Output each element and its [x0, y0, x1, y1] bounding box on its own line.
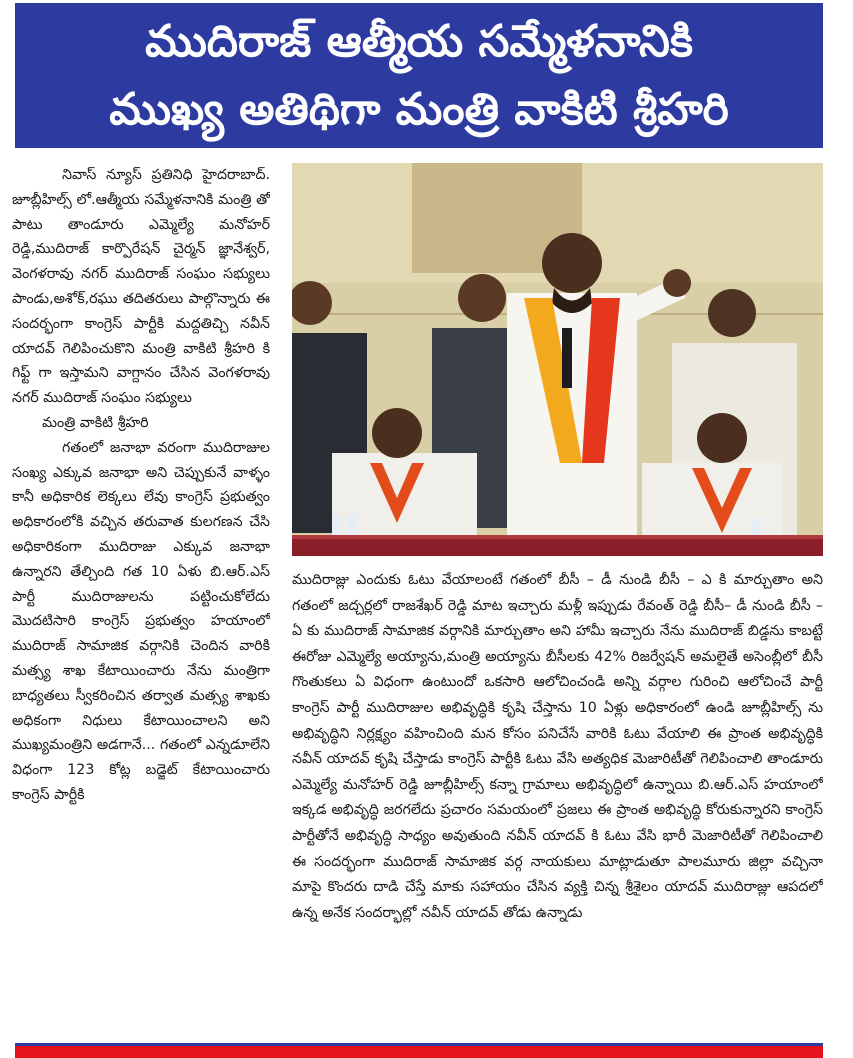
right-column — [292, 568, 823, 1033]
left-column — [12, 163, 270, 1033]
news-photo — [292, 163, 823, 556]
headline-line-2: ముఖ్య అతిథిగా మంత్రి వాకిటి శ్రీహరి — [109, 83, 729, 135]
article-right-body: ముదిరాజ్లు ఎందుకు ఓటు వేయాలంటే గతంలో బీసీ – డీ నుండి బీసీ – ఎ కి మార్చుతాం అని గతంలో జద్చర్లలో రాజశేఖర్ రెడ్డి మాట ఇచ్చారు మళ్లీ ఇప్పుడు రేవంత్ రెడ్డి బీసీ– డీ నుండి బీసీ – ఏ కు ముదిరాజ్ సామాజిక వర్గానికి మార్చుతాం అని హామీ ఇచ్చారు నేను ముదిరాజ్ బిడ్డను కాబట్టే ఈరోజు ఎమ్మెల్యే అయ్యాను,మంత్రి అయ్యాను బీసీలకు 42% రిజర్వేషన్ అమలైతే అసెంబ్లీలో బీసీ గొంతుకలు ఏ విధంగా ఉంటుందో ఒకసారి ఆలోచించండి అన్ని వర్గాల గురించి ఆలోచించే పార్టీ కాంగ్రెస్ పార్టీ ముదిరాజుల అభివృద్ధికి కృషి చేస్తాను 10 ఏళ్లు అధికారంలో ఉండి జూబ్లీహిల్స్ ను అభివృద్ధిని నిర్లక్ష్యం వహించింది మన కోసం పనిచేసే వారికి ఓటు వేయాలి ఈ ప్రాంత అభివృద్ధికి నవీన్ యాదవ్ కృషి చేస్తాడు కాంగ్రెస్ పార్టీకి ఓటు వేసి అత్యధిక మెజారిటీతో గెలిపించాలి తాండూరు ఎమ్మెల్యే మనోహర్ రెడ్డి జూబ్లీహిల్స్ కన్నా గ్రామాలు అభివృద్ధిలో ఉన్నాయి బి.ఆర్.ఎస్ హయాంలో ఇక్కడ అభివృద్ధి జరగలేదు ప్రచారం సమయంలో ప్రజలు ఈ ప్రాంత అభివృద్ధి కోరుకున్నారని కాంగ్రెస్ పార్టీతోనే అభివృద్ధి సాధ్యం అవుతుంది నవీన్ యాదవ్ కి ఓటు వేసి భారీ మెజారిటీతో గెలిపించాలి ఈ సందర్భంగా ముదిరాజ్ సామాజిక వర్గ నాయకులు మాట్లాడుతూ పాలమూరు జిల్లా వచ్చినా మాపై కొందరు దాడి చేస్తే మాకు సహాయం చేసిన వ్యక్తి చిన్న శ్రీశైలం యాదవ్ ముదిరాజ్లు ఆపదలో ఉన్న అనేక సందర్భాల్లో నవీన్ యాదవ్ తోడు ఉన్నాడు — [292, 572, 823, 921]
news-photo-illustration — [292, 163, 823, 556]
article-left-body: గతంలో జనాభా వరంగా ముదిరాజుల సంఖ్య ఎక్కువ జనాభా అని చెప్పుకునే వాళ్ళం కానీ అధికారిక లెక్కలు లేవు కాంగ్రెస్ ప్రభుత్వం అధికారంలోకి వచ్చిన తరువాత కులగణన చేసి అధికారికంగా ముదిరాజు ఎక్కువ జనాభా ఉన్నారని తేల్చింది గత 10 ఏళు బి.ఆర్.ఎస్ పార్టీ ముదిరాజులను పట్టించుకోలేదు మొదటిసారి కాంగ్రెస్ ప్రభుత్వం హయాంలో ముదిరాజ్ సామాజిక వర్గానికి చెందిన వారికి మత్స్య శాఖ కేటాయించారు నేను మంత్రిగా బాధ్యతలు స్వీకరించిన తర్వాత మత్స్య శాఖకు అధికంగా నిధులు కేటాయించాలని అని ముఖ్యమంత్రిని అడగానే... గతంలో ఎన్నడూలేని విధంగా 123 కోట్ల బడ్జెట్ కేటాయించారు కాంగ్రెస్ పార్టీకి — [12, 439, 270, 803]
headline-banner — [15, 3, 823, 148]
headline-line-1: ముదిరాజ్ ఆత్మీయ సమ్మేళనానికి — [145, 15, 693, 67]
article-subhead: మంత్రి వాకిటి శ్రీహరి — [42, 414, 149, 431]
bottom-banner — [15, 1043, 823, 1058]
article-intro: నివాస్ న్యూస్ ప్రతినిధి హైదరాబాద్. జూబ్లీహిల్స్ లో.ఆత్మీయ సమ్మేళనానికి మంత్రి తో పాటు తాండూరు ఎమ్మెల్యే మనోహర్ రెడ్డి,ముదిరాజ్ కార్పొరేషన్ చైర్మన్ జ్ఞానేశ్వర్, వెంగళరావు నగర్ ముదిరాజ్ సంఘం సభ్యులు పాండు,అశోక్,రఘు తదితరులు పాల్గొన్నారు ఈ సందర్భంగా కాంగ్రెస్ పార్టీకి మద్దతిచ్చి నవీన్ యాదవ్ గెలిపించుకొని మంత్రి వాకిటి శ్రీహరి కి గిఫ్ట్ గా ఇస్తామని వాగ్దానం చేసిన వెంగళరావు నగర్ ముదిరాజ్ సంఘం సభ్యులు — [12, 167, 270, 407]
bottom-banner-accent — [15, 1043, 823, 1046]
